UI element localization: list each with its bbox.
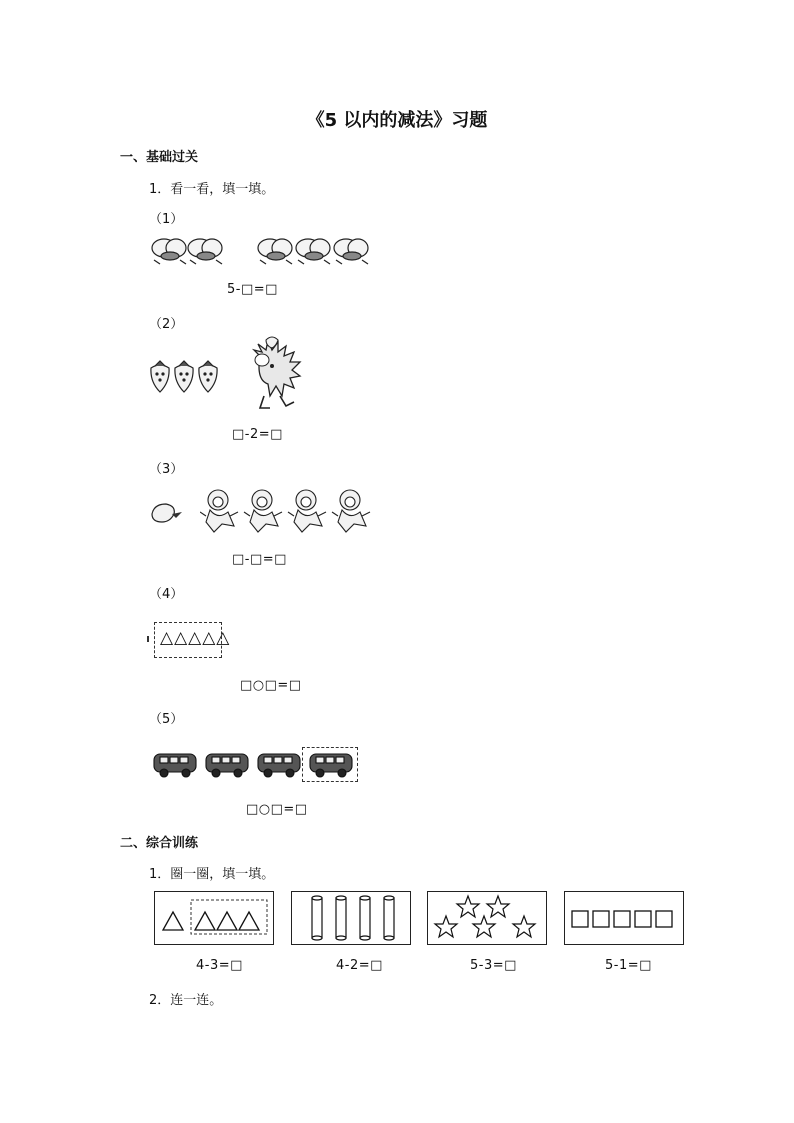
butterfly-icon xyxy=(258,239,292,264)
equation-box-2: 4-2=□ xyxy=(336,958,383,973)
bus-icon xyxy=(310,754,352,777)
bus-icon xyxy=(206,754,248,777)
peach-icon xyxy=(148,500,184,524)
section-heading-basic: 一、基础过关 xyxy=(120,150,199,165)
problem-1-label: （1） xyxy=(149,212,184,227)
page-title: 《5 以内的减法》习题 xyxy=(306,110,488,131)
question-1-label: 1．看一看，填一填。 xyxy=(149,182,275,197)
triangle-row: △△△△△ xyxy=(160,628,231,648)
strawberry-icon xyxy=(199,361,217,392)
circle-box-squares xyxy=(564,891,684,945)
equation-3: □-□=□ xyxy=(232,552,287,567)
equation-box-4: 5-1=□ xyxy=(605,958,652,973)
monkey-icon xyxy=(288,490,326,532)
hedgehog-icon xyxy=(246,336,308,412)
bus-icon xyxy=(258,754,300,777)
butterfly-icon xyxy=(334,239,368,264)
butterfly-icon xyxy=(188,239,222,264)
strawberry-icon xyxy=(151,361,169,392)
monkey-icon xyxy=(244,490,282,532)
monkey-icon xyxy=(200,490,238,532)
circle-box-triangles xyxy=(154,891,274,945)
bus-icon xyxy=(154,754,196,777)
circle-box-stars xyxy=(427,891,547,945)
butterfly-group-left xyxy=(150,234,230,268)
square-icon xyxy=(572,911,672,927)
problem-4-label: （4） xyxy=(149,587,184,602)
equation-4: □○□=□ xyxy=(240,678,302,693)
butterfly-group-right xyxy=(256,234,376,268)
bus-group xyxy=(152,750,356,780)
strawberry-icon xyxy=(175,361,193,392)
triangle-icon xyxy=(163,912,259,930)
cylinder-icon xyxy=(312,896,394,940)
problem-2-label: （2） xyxy=(149,317,184,332)
section-heading-training: 二、综合训练 xyxy=(120,836,199,851)
monkey-icon xyxy=(332,490,370,532)
star-icon xyxy=(435,896,535,937)
question-2-1-label: 1．圈一圈，填一填。 xyxy=(149,867,275,882)
equation-2: □-2=□ xyxy=(232,427,283,442)
equation-box-3: 5-3=□ xyxy=(470,958,517,973)
butterfly-icon xyxy=(296,239,330,264)
question-2-2-label: 2．连一连。 xyxy=(149,993,223,1008)
strawberry-group xyxy=(148,360,220,394)
equation-box-1: 4-3=□ xyxy=(196,958,243,973)
tick-mark xyxy=(147,636,149,642)
butterfly-icon xyxy=(152,239,186,264)
equation-1: 5-□=□ xyxy=(227,282,278,297)
problem-5-label: （5） xyxy=(149,712,184,727)
monkey-group xyxy=(200,486,372,536)
equation-5: □○□=□ xyxy=(246,802,308,817)
circle-box-cylinders xyxy=(291,891,411,945)
problem-3-label: （3） xyxy=(149,462,184,477)
